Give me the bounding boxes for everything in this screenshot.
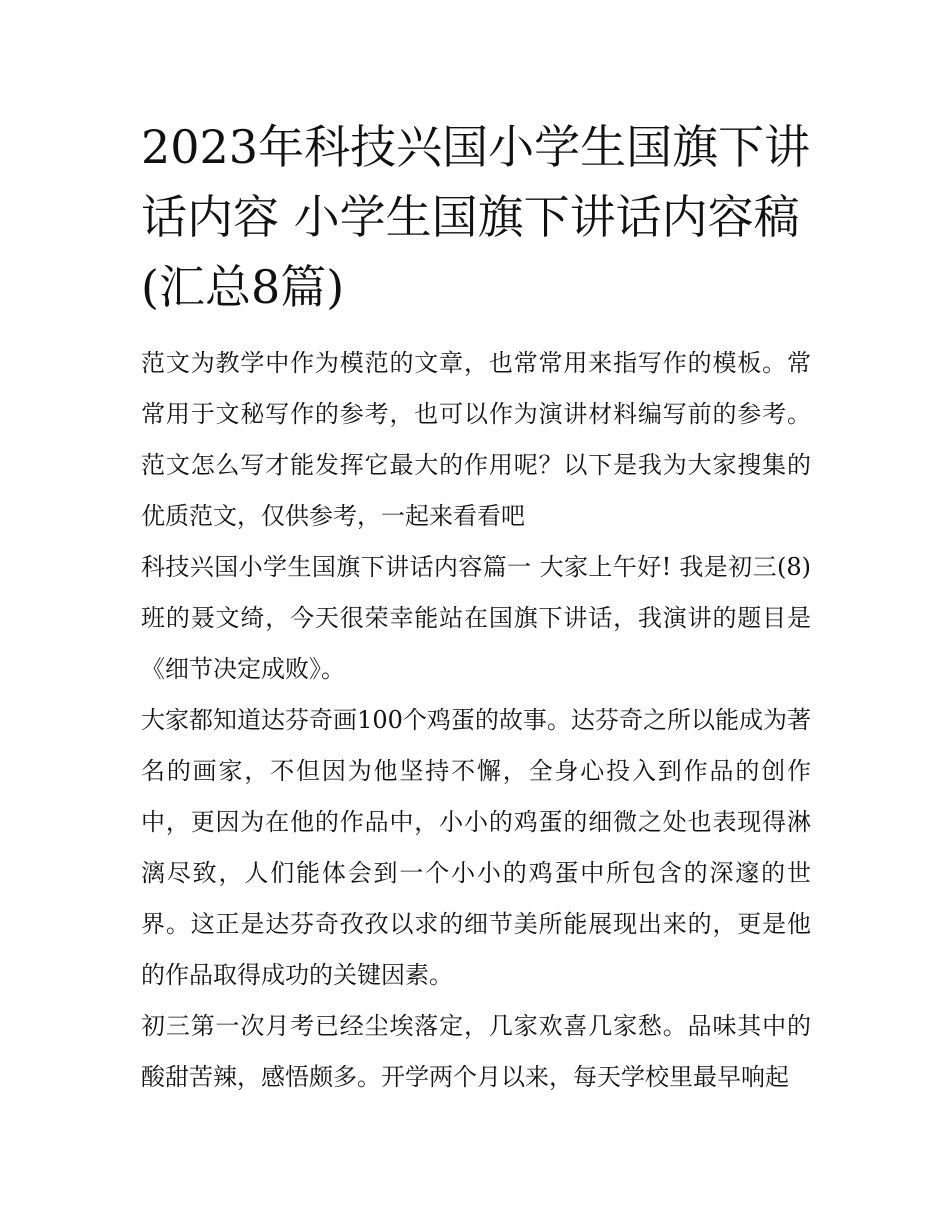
davinci-story-paragraph: 大家都知道达芬奇画100个鸡蛋的故事。达芬奇之所以能成为著名的画家，不但因为他坚持不懈，全身心投入到作品的创作中，更因为在他的作品中，小小的鸡蛋的细微之处也表现得淋漓尽致，人们能体会到一个小小的鸡蛋中所包含的深邃的世界。这正是达芬奇孜孜以求的细节美所能展现出来的，更是他的作品取得成功的关键因素。 (141, 706, 811, 989)
exam-reflection-paragraph: 初三第一次月考已经尘埃落定，几家欢喜几家愁。品味其中的酸甜苦辣，感悟颇多。开学两个月以来，每天学校里最早响起 (141, 1012, 811, 1091)
speech-opening-paragraph: 科技兴国小学生国旗下讲话内容篇一 大家上午好! 我是初三(8)班的聂文绮，今天很荣幸能站在国旗下讲话，我演讲的题目是《细节决定成败》。 (141, 553, 811, 683)
document-title: 2023年科技兴国小学生国旗下讲话内容 小学生国旗下讲话内容稿(汇总8篇) (141, 120, 811, 314)
document-body (141, 112, 811, 1103)
intro-paragraph: 范文为教学中作为模范的文章，也常常用来指写作的模板。常常用于文秘写作的参考，也可以作为演讲材料编写前的参考。范文怎么写才能发挥它最大的作用呢？以下是我为大家搜集的优质范文，仅供参考，一起来看看吧 (141, 349, 811, 530)
